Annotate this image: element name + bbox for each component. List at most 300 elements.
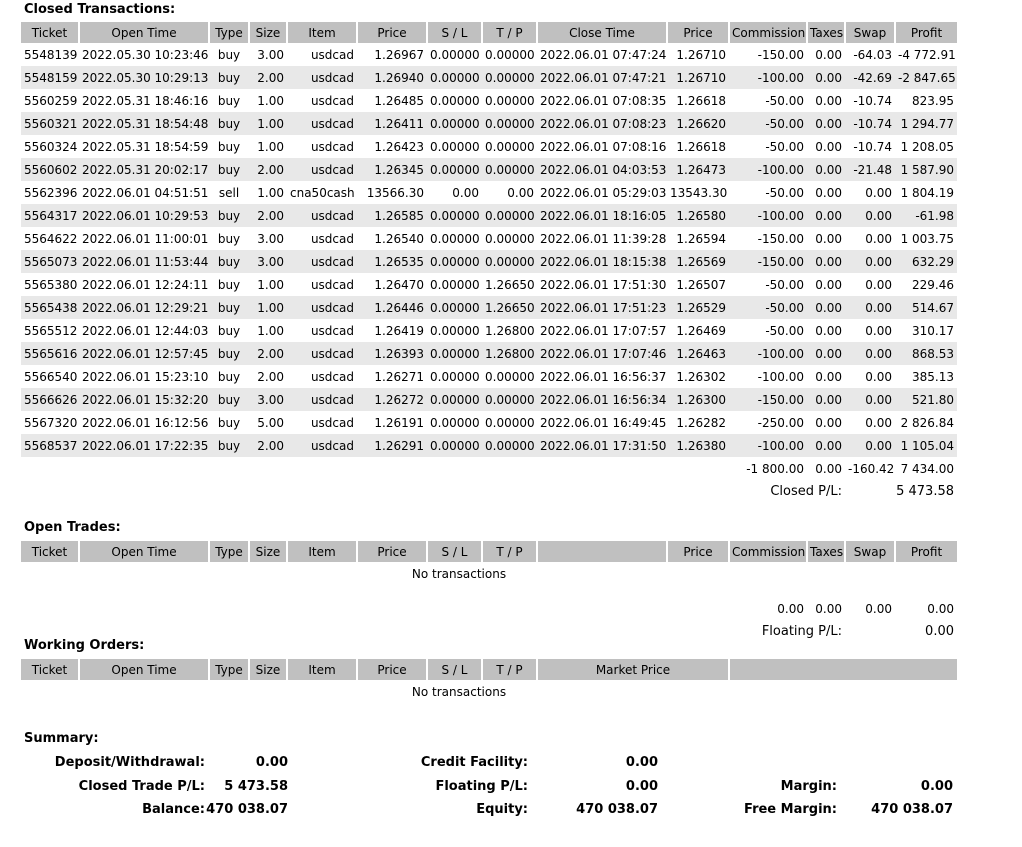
cell-close-time: 2022.06.01 07:08:23: [537, 112, 667, 135]
cell-swap: -21.48: [845, 158, 895, 181]
cell-commission: -100.00: [729, 204, 807, 227]
open-trades-title: Open Trades:: [24, 520, 121, 535]
cell-swap: 0.00: [865, 369, 892, 384]
cell-size: 1.00: [249, 296, 287, 319]
cell-profit: -4 772.91: [898, 47, 956, 62]
cell-price: 1.26535: [357, 250, 427, 273]
closed-header-1: Open Time: [79, 22, 209, 43]
cell-size: 2.00: [249, 342, 287, 365]
open-header-1: Open Time: [79, 541, 209, 562]
cell-close-time: 2022.06.01 07:47:21: [537, 66, 667, 89]
cell-tp: 0.00000: [485, 369, 535, 384]
cell-tp: 0.00000: [482, 112, 537, 135]
open-header-6: S / L: [427, 541, 482, 562]
cell-profit: 1 587.90: [895, 158, 957, 181]
cell-taxes: 0.00: [815, 139, 842, 154]
cell-open-time: 2022.06.01 15:23:10: [82, 369, 209, 384]
cell-size: 2.00: [249, 434, 287, 457]
open-header-7: T / P: [482, 541, 537, 562]
working-orders-header-8: Market Price: [537, 659, 729, 680]
closed-total-swap: -160.42: [848, 461, 895, 476]
cell-price: 13566.30: [366, 185, 424, 200]
cell-sl: 0.00000: [427, 296, 482, 319]
cell-type: buy: [217, 139, 241, 154]
cell-sl: 0.00000: [427, 342, 482, 365]
table-row: [21, 434, 957, 457]
cell-sl: 0.00000: [427, 112, 482, 135]
balance-value: 470 038.07: [206, 802, 288, 817]
cell-open-time: 2022.06.01 11:00:01: [82, 231, 209, 246]
closed-header-6: S / L: [427, 22, 482, 43]
cell-profit: 229.46: [912, 277, 954, 292]
cell-price: 1.26191: [374, 415, 424, 430]
cell-price: 1.26940: [357, 66, 427, 89]
cell-open-time: 2022.06.01 12:57:45: [79, 342, 209, 365]
cell-tp: 0.00000: [482, 250, 537, 273]
cell-tp: 0.00000: [485, 93, 535, 108]
open-header-13: Profit: [895, 541, 957, 562]
open-header-0: Ticket: [21, 541, 79, 562]
working-orders-header-3: Size: [249, 659, 287, 680]
cell-swap: 0.00: [845, 434, 895, 457]
cell-item: usdcad: [287, 342, 357, 365]
cell-ticket: 5548159: [21, 66, 79, 89]
cell-taxes: 0.00: [815, 277, 842, 292]
cell-open-time: 2022.05.31 18:54:59: [82, 139, 209, 154]
working-orders-header-0: Ticket: [21, 659, 79, 680]
floating-pl-summary-value: 0.00: [625, 779, 658, 794]
cell-open-time: 2022.06.01 11:53:44: [79, 250, 209, 273]
cell-close-price: 1.26618: [676, 139, 726, 154]
cell-commission: -100.00: [729, 342, 807, 365]
cell-ticket: 5560259: [24, 93, 78, 108]
cell-profit: 385.13: [912, 369, 954, 384]
cell-item: usdcad: [287, 204, 357, 227]
cell-close-price: 1.26380: [667, 434, 729, 457]
cell-item: usdcad: [287, 158, 357, 181]
cell-swap: -64.03: [853, 47, 892, 62]
cell-size: 3.00: [257, 231, 284, 246]
cell-profit: 868.53: [895, 342, 957, 365]
cell-profit: 1 003.75: [900, 231, 954, 246]
cell-commission: -50.00: [765, 139, 804, 154]
cell-type: buy: [217, 277, 241, 292]
cell-size: 1.00: [257, 93, 284, 108]
cell-close-time: 2022.06.01 07:08:16: [540, 139, 667, 154]
cell-sl: 0.00000: [427, 204, 482, 227]
cell-ticket: 5548139: [24, 47, 78, 62]
open-total-taxes: 0.00: [815, 601, 842, 616]
margin-value: 0.00: [920, 779, 953, 794]
cell-type: buy: [209, 250, 249, 273]
cell-close-time: 2022.06.01 11:39:28: [540, 231, 667, 246]
closed-header-9: Price: [667, 22, 729, 43]
cell-tp: 0.00000: [482, 158, 537, 181]
cell-price: 1.26411: [357, 112, 427, 135]
cell-size: 2.00: [249, 66, 287, 89]
cell-profit: -61.98: [895, 204, 957, 227]
cell-close-time: 2022.06.01 17:51:23: [537, 296, 667, 319]
cell-tp: 0.00: [507, 185, 534, 200]
cell-size: 2.00: [249, 158, 287, 181]
open-header-5: Price: [357, 541, 427, 562]
cell-close-price: 1.26710: [676, 47, 726, 62]
cell-price: 1.26271: [374, 369, 424, 384]
cell-ticket: 5567320: [24, 415, 78, 430]
cell-profit: 1 804.19: [900, 185, 954, 200]
cell-close-time: 2022.06.01 04:03:53: [537, 158, 667, 181]
cell-commission: -100.00: [757, 369, 804, 384]
cell-taxes: 0.00: [815, 93, 842, 108]
cell-close-price: 1.26469: [676, 323, 726, 338]
cell-profit: 521.80: [895, 388, 957, 411]
working-orders-header: [21, 659, 957, 680]
cell-ticket: 5566540: [24, 369, 78, 384]
cell-taxes: 0.00: [815, 415, 842, 430]
closed-header-3: Size: [249, 22, 287, 43]
floating-pl-value: 0.00: [925, 624, 954, 639]
cell-type: buy: [209, 434, 249, 457]
cell-close-price: 1.26282: [676, 415, 726, 430]
margin-label: Margin:: [780, 779, 837, 794]
cell-taxes: 0.00: [815, 47, 842, 62]
cell-price: 1.26967: [374, 47, 424, 62]
cell-close-price: 1.26463: [667, 342, 729, 365]
cell-type: sell: [218, 185, 240, 200]
cell-item: usdcad: [310, 415, 354, 430]
equity-label: Equity:: [476, 802, 528, 817]
cell-sl: 0.00000: [427, 388, 482, 411]
table-row: [21, 296, 957, 319]
cell-commission: -50.00: [729, 112, 807, 135]
open-header-12: Swap: [845, 541, 895, 562]
open-header-4: Item: [287, 541, 357, 562]
cell-profit: 514.67: [895, 296, 957, 319]
cell-profit: 823.95: [912, 93, 954, 108]
cell-tp: 0.00000: [485, 415, 535, 430]
cell-close-price: 1.26620: [667, 112, 729, 135]
cell-close-time: 2022.06.01 07:08:35: [540, 93, 667, 108]
cell-size: 2.00: [257, 369, 284, 384]
cell-taxes: 0.00: [807, 250, 845, 273]
cell-item: usdcad: [310, 139, 354, 154]
cell-open-time: 2022.05.30 10:29:13: [79, 66, 209, 89]
cell-item: usdcad: [287, 296, 357, 319]
cell-size: 1.00: [257, 323, 284, 338]
closed-header-0: Ticket: [21, 22, 79, 43]
cell-size: 1.00: [257, 185, 284, 200]
closed-trade-pl-label: Closed Trade P/L:: [78, 779, 205, 794]
cell-ticket: 5568537: [21, 434, 79, 457]
working-orders-header-1: Open Time: [79, 659, 209, 680]
working-orders-header-9: [729, 659, 957, 680]
cell-taxes: 0.00: [807, 112, 845, 135]
closed-pl-label: Closed P/L:: [770, 484, 842, 499]
cell-tp: 0.00000: [482, 66, 537, 89]
cell-profit: 1 105.04: [895, 434, 957, 457]
closed-total-taxes: 0.00: [815, 461, 842, 476]
table-row: [21, 273, 957, 296]
table-row: [21, 89, 957, 112]
credit-facility-label: Credit Facility:: [420, 755, 528, 770]
working-orders-empty-text: No transactions: [411, 684, 507, 699]
working-orders-empty-row: [21, 680, 957, 703]
open-header-9: Price: [667, 541, 729, 562]
cell-close-time: 2022.06.01 16:49:45: [540, 415, 667, 430]
cell-size: 3.00: [249, 250, 287, 273]
table-row: [21, 181, 957, 204]
closed-header-4: Item: [287, 22, 357, 43]
cell-sl: 0.00000: [430, 369, 480, 384]
cell-commission: -100.00: [729, 158, 807, 181]
working-orders-header-7: T / P: [482, 659, 537, 680]
cell-commission: -100.00: [729, 434, 807, 457]
cell-open-time: 2022.06.01 12:24:11: [82, 277, 209, 292]
cell-commission: -50.00: [765, 323, 804, 338]
cell-price: 1.26470: [374, 277, 424, 292]
cell-tp: 1.26800: [485, 323, 535, 338]
open-trades-table: [21, 541, 957, 643]
cell-open-time: 2022.06.01 12:44:03: [82, 323, 209, 338]
working-orders-header-4: Item: [287, 659, 357, 680]
cell-tp: 0.00000: [482, 434, 537, 457]
cell-close-price: 1.26507: [676, 277, 726, 292]
deposit-label: Deposit/Withdrawal:: [54, 755, 205, 770]
cell-open-time: 2022.05.30 10:23:46: [82, 47, 209, 62]
cell-type: buy: [217, 323, 241, 338]
cell-tp: 0.00000: [482, 204, 537, 227]
cell-swap: 0.00: [865, 231, 892, 246]
closed-header-7: T / P: [482, 22, 537, 43]
table-row: [21, 411, 957, 434]
cell-swap: -10.74: [853, 139, 892, 154]
closed-total-commission: -1 800.00: [746, 461, 804, 476]
cell-commission: -150.00: [729, 388, 807, 411]
cell-open-time: 2022.05.31 20:02:17: [79, 158, 209, 181]
cell-tp: 1.26650: [482, 296, 537, 319]
cell-ticket: 5560602: [21, 158, 79, 181]
working-orders-header-6: S / L: [427, 659, 482, 680]
cell-swap: 0.00: [845, 250, 895, 273]
cell-taxes: 0.00: [807, 204, 845, 227]
cell-item: usdcad: [310, 93, 354, 108]
cell-price: 1.26485: [374, 93, 424, 108]
cell-profit: 1 294.77: [895, 112, 957, 135]
closed-transactions-title: Closed Transactions:: [24, 2, 176, 17]
cell-type: buy: [209, 388, 249, 411]
floating-pl-row: [21, 620, 957, 643]
cell-item: usdcad: [287, 388, 357, 411]
table-row: [21, 365, 957, 388]
open-total-swap: 0.00: [865, 601, 892, 616]
cell-size: 2.00: [249, 204, 287, 227]
cell-swap: 0.00: [845, 342, 895, 365]
closed-transactions-table: [21, 22, 957, 503]
cell-item: usdcad: [310, 323, 354, 338]
cell-ticket: 5566626: [21, 388, 79, 411]
cell-size: 1.00: [249, 112, 287, 135]
table-row: [21, 43, 957, 66]
cell-sl: 0.00000: [427, 158, 482, 181]
cell-sl: 0.00000: [430, 277, 480, 292]
cell-ticket: 5564317: [21, 204, 79, 227]
cell-sl: 0.00000: [430, 139, 480, 154]
summary-title: Summary:: [24, 731, 99, 746]
cell-close-time: 2022.06.01 16:56:34: [537, 388, 667, 411]
open-header-3: Size: [249, 541, 287, 562]
cell-sl: 0.00000: [430, 323, 480, 338]
cell-sl: 0.00000: [430, 47, 480, 62]
cell-taxes: 0.00: [815, 323, 842, 338]
floating-pl-label: Floating P/L:: [761, 624, 842, 639]
floating-pl-summary-label: Floating P/L:: [435, 779, 528, 794]
cell-commission: -150.00: [757, 47, 804, 62]
cell-open-time: 2022.06.01 16:12:56: [82, 415, 209, 430]
cell-commission: -150.00: [757, 231, 804, 246]
table-row: [21, 227, 957, 250]
cell-swap: -10.74: [845, 112, 895, 135]
cell-type: buy: [217, 415, 241, 430]
cell-swap: 0.00: [845, 204, 895, 227]
cell-commission: -50.00: [765, 93, 804, 108]
cell-ticket: 5560321: [21, 112, 79, 135]
cell-item: usdcad: [287, 112, 357, 135]
cell-open-time: 2022.06.01 12:29:21: [79, 296, 209, 319]
cell-item: usdcad: [310, 277, 354, 292]
cell-close-price: 1.26594: [676, 231, 726, 246]
cell-close-time: 2022.06.01 18:16:05: [537, 204, 667, 227]
cell-tp: 0.00000: [482, 388, 537, 411]
cell-close-time: 2022.06.01 18:15:38: [537, 250, 667, 273]
table-row: [21, 342, 957, 365]
cell-type: buy: [209, 342, 249, 365]
closed-header-12: Swap: [845, 22, 895, 43]
cell-swap: 0.00: [865, 277, 892, 292]
cell-open-time: 2022.05.31 18:54:48: [79, 112, 209, 135]
cell-commission: -100.00: [729, 66, 807, 89]
free-margin-value: 470 038.07: [871, 802, 953, 817]
cell-item: usdcad: [287, 66, 357, 89]
cell-commission: -250.00: [757, 415, 804, 430]
cell-profit: -2 847.65: [895, 66, 957, 89]
working-orders-header-2: Type: [209, 659, 249, 680]
cell-ticket: 5564622: [24, 231, 78, 246]
table-row: [21, 112, 957, 135]
cell-close-time: 2022.06.01 17:07:57: [540, 323, 667, 338]
cell-taxes: 0.00: [815, 369, 842, 384]
cell-close-time: 2022.06.01 07:47:24: [540, 47, 667, 62]
table-row: [21, 250, 957, 273]
cell-item: cna50cash: [290, 185, 355, 200]
cell-size: 1.00: [257, 139, 284, 154]
cell-close-price: 1.26529: [667, 296, 729, 319]
closed-total-profit: 7 434.00: [900, 461, 954, 476]
deposit-value: 0.00: [255, 755, 288, 770]
cell-close-time: 2022.06.01 17:51:30: [540, 277, 667, 292]
cell-ticket: 5565073: [21, 250, 79, 273]
cell-close-price: 13543.30: [670, 185, 728, 200]
table-row: [21, 388, 957, 411]
balance-label: Balance:: [142, 802, 205, 817]
cell-close-time: 2022.06.01 05:29:03: [540, 185, 667, 200]
cell-swap: 0.00: [865, 415, 892, 430]
cell-close-price: 1.26569: [667, 250, 729, 273]
cell-price: 1.26419: [374, 323, 424, 338]
equity-value: 470 038.07: [576, 802, 658, 817]
cell-type: buy: [209, 296, 249, 319]
working-orders-header-5: Price: [357, 659, 427, 680]
cell-taxes: 0.00: [807, 296, 845, 319]
cell-type: buy: [217, 47, 241, 62]
cell-sl: 0.00000: [427, 250, 482, 273]
cell-commission: -50.00: [765, 277, 804, 292]
open-trades-totals-row: [21, 597, 957, 620]
cell-price: 1.26345: [357, 158, 427, 181]
cell-commission: -50.00: [765, 185, 804, 200]
cell-swap: 0.00: [845, 296, 895, 319]
cell-item: usdcad: [310, 47, 354, 62]
closed-header-11: Taxes: [807, 22, 845, 43]
closed-header-5: Price: [357, 22, 427, 43]
cell-swap: 0.00: [865, 323, 892, 338]
cell-sl: 0.00000: [430, 415, 480, 430]
cell-taxes: 0.00: [807, 434, 845, 457]
cell-sl: 0.00000: [430, 231, 480, 246]
cell-ticket: 5565512: [24, 323, 78, 338]
table-row: [21, 158, 957, 181]
cell-item: usdcad: [287, 434, 357, 457]
open-trades-header: [21, 541, 957, 562]
cell-taxes: 0.00: [807, 388, 845, 411]
cell-close-price: 1.26302: [676, 369, 726, 384]
cell-open-time: 2022.06.01 10:29:53: [79, 204, 209, 227]
cell-close-time: 2022.06.01 17:31:50: [537, 434, 667, 457]
cell-tp: 1.26800: [482, 342, 537, 365]
cell-tp: 1.26650: [485, 277, 535, 292]
closed-trade-pl-value: 5 473.58: [224, 779, 288, 794]
closed-header-10: Commission: [729, 22, 807, 43]
closed-totals-row: [21, 457, 957, 480]
cell-close-time: 2022.06.01 17:07:46: [537, 342, 667, 365]
cell-open-time: 2022.06.01 17:22:35: [79, 434, 209, 457]
working-orders-table: [21, 659, 957, 703]
cell-close-price: 1.26300: [667, 388, 729, 411]
cell-size: 3.00: [257, 47, 284, 62]
cell-profit: 2 826.84: [900, 415, 954, 430]
cell-swap: -10.74: [853, 93, 892, 108]
cell-price: 1.26446: [357, 296, 427, 319]
cell-close-price: 1.26710: [667, 66, 729, 89]
cell-type: buy: [209, 66, 249, 89]
closed-header-13: Profit: [895, 22, 957, 43]
cell-ticket: 5565616: [21, 342, 79, 365]
cell-size: 5.00: [257, 415, 284, 430]
open-header-2: Type: [209, 541, 249, 562]
cell-item: usdcad: [287, 250, 357, 273]
closed-table-header: [21, 22, 957, 43]
open-header-11: Taxes: [807, 541, 845, 562]
open-trades-empty-text: No transactions: [411, 566, 507, 581]
cell-profit: 310.17: [912, 323, 954, 338]
cell-ticket: 5562396: [24, 185, 78, 200]
cell-close-price: 1.26473: [667, 158, 729, 181]
credit-facility-value: 0.00: [625, 755, 658, 770]
cell-taxes: 0.00: [807, 342, 845, 365]
table-row: [21, 204, 957, 227]
cell-type: buy: [217, 369, 241, 384]
cell-sl: 0.00000: [427, 66, 482, 89]
open-total-profit: 0.00: [927, 601, 954, 616]
